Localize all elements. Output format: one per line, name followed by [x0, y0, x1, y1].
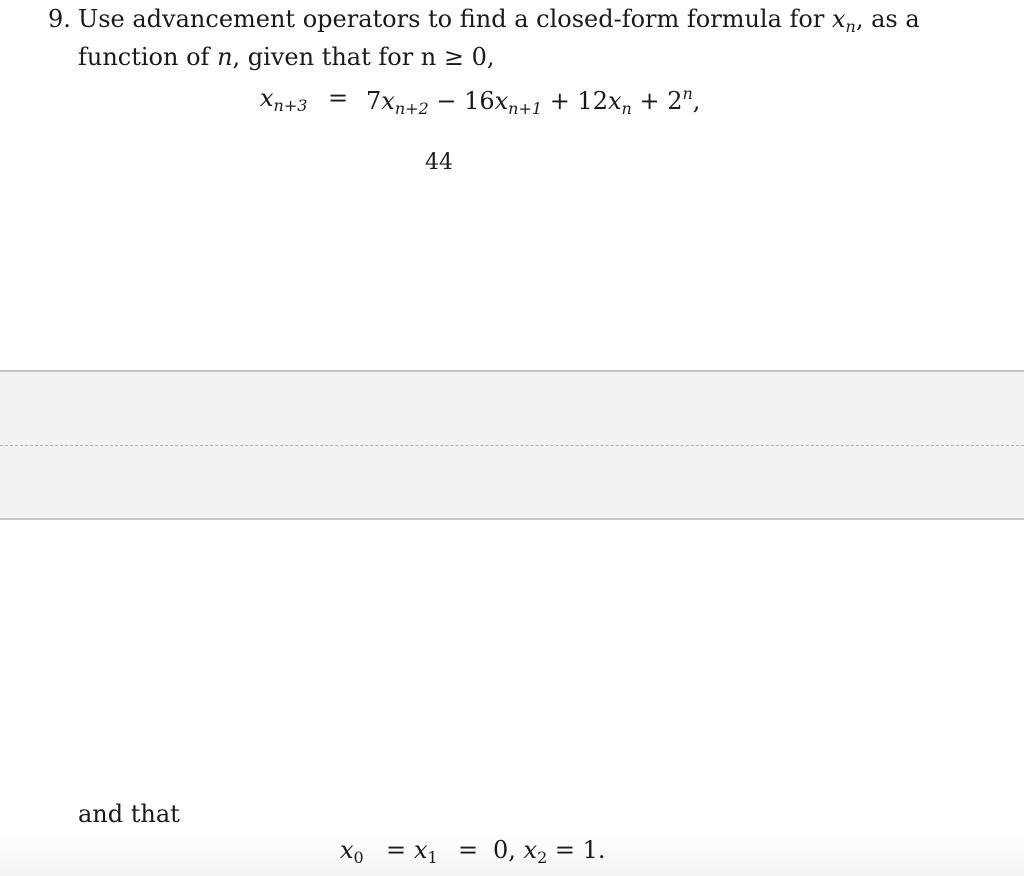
problem-text-1-tail: , as a: [855, 5, 920, 33]
term1-sub: n+2: [394, 99, 429, 118]
problem-text-2-tail: , given that for n ≥ 0,: [232, 43, 495, 71]
and-that-text: and that: [78, 800, 180, 828]
problem-text-1: Use advancement operators to find a closed-form formula for: [78, 5, 825, 33]
page-bottom: [0, 520, 1024, 876]
initial-values: [493, 836, 606, 867]
eq-end: ,: [692, 87, 701, 115]
x1-var: x: [414, 836, 428, 864]
x1-sub: 1: [427, 848, 438, 867]
problem-number: 9.: [48, 5, 71, 33]
term2-var: x: [494, 87, 509, 115]
term1-coef: 7: [366, 87, 382, 115]
page-gap: [0, 370, 1024, 520]
var-x-sub: n: [845, 17, 856, 36]
x0-var: x: [340, 836, 354, 864]
initial-equals-1: =: [386, 836, 407, 864]
term1-var: x: [381, 87, 395, 115]
op3: + 2: [631, 87, 683, 115]
problem-line-1: [48, 4, 948, 42]
term3-sub: n: [621, 99, 632, 118]
page-break-line: [0, 445, 1024, 446]
recurrence-equals: =: [328, 84, 349, 112]
problem-statement: [48, 4, 948, 73]
term3-var: x: [607, 87, 622, 115]
x0-sub: 0: [353, 848, 364, 867]
page-top: [0, 0, 1024, 370]
power-n: n: [682, 84, 693, 103]
lhs-var: x: [260, 84, 274, 112]
initial-x1: [414, 836, 438, 867]
recurrence-lhs: [260, 84, 307, 115]
term2-sub: n+1: [508, 99, 543, 118]
problem-line-2: [48, 42, 948, 73]
lhs-sub: n+3: [273, 96, 308, 115]
initial-x0: [340, 836, 364, 867]
initial-equals-2: =: [458, 836, 479, 864]
problem-text-2: function of: [78, 43, 210, 71]
zero-value: 0,: [493, 836, 516, 864]
recurrence-rhs: [366, 84, 700, 118]
x2-sub: 2: [537, 848, 548, 867]
var-n: n: [217, 43, 233, 71]
op2: + 12: [542, 87, 608, 115]
op1: − 16: [428, 87, 495, 115]
page-number: 44: [425, 150, 453, 175]
x2-var: x: [523, 836, 538, 864]
x2-rest: = 1.: [547, 836, 606, 864]
var-x: x: [831, 5, 846, 33]
